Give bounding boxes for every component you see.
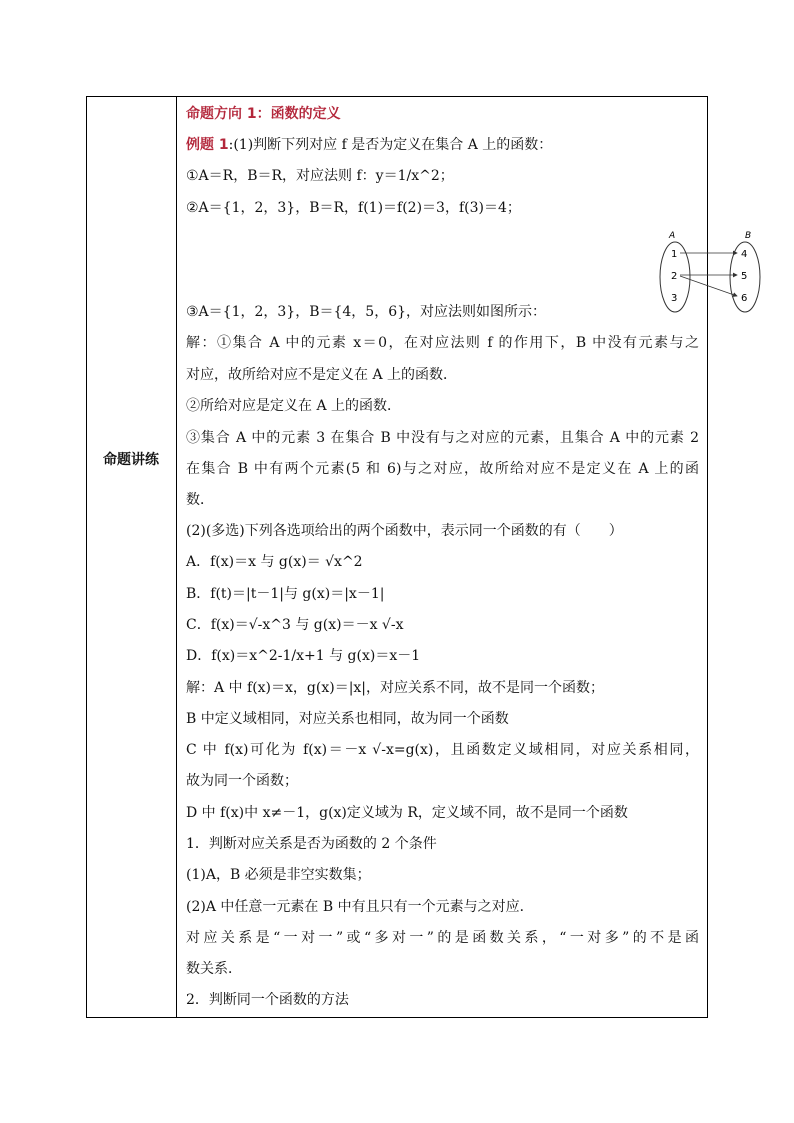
- a-element-1: 1: [671, 249, 678, 260]
- section-label: 命题讲练: [103, 452, 159, 468]
- b-element-5: 5: [741, 271, 748, 282]
- solution-2-line-3: C 中 f(x)可化为 f(x)＝－x √-x=g(x)，且函数定义域相同，对应关系相同，: [186, 742, 699, 758]
- a-element-2: 2: [671, 271, 678, 282]
- solution-2-line-2: B 中定义域相同，对应关系也相同，故为同一个函数: [186, 711, 509, 727]
- item-1: ①A＝R，B＝R，对应法则 f：y＝1/x^2；: [186, 168, 454, 184]
- example-text: :(1)判断下列对应 f 是否为定义在集合 A 上的函数：: [228, 137, 553, 153]
- summary-line-3: (2)A 中任意一元素在 B 中有且只有一个元素与之对应．: [186, 899, 534, 915]
- content-cell: [178, 97, 752, 1017]
- solution-1-line-5: 在集合 B 中有两个元素(5 和 6)与之对应，故所给对应不是定义在 A 上的函: [186, 461, 699, 477]
- solution-1-line-1: 解：①集合 A 中的元素 x＝0，在对应法则 f 的作用下，B 中没有元素与之: [186, 335, 699, 351]
- item-2: ②A＝{1，2，3}，B＝R，f(1)＝f(2)＝3，f(3)＝4；: [186, 200, 521, 216]
- b-element-4: 4: [741, 249, 748, 260]
- option-b: B．f(t)＝|t－1|与 g(x)＝|x－1|: [186, 586, 385, 602]
- solution-2-line-4: 故为同一个函数；: [186, 773, 298, 789]
- example-1-prompt: [186, 135, 699, 155]
- solution-2-line-5: D 中 f(x)中 x≠－1，g(x)定义域为 R，定义域不同，故不是同一个函数: [186, 805, 628, 821]
- section-heading: 命题方向 1：函数的定义: [186, 106, 341, 122]
- b-element-6: 6: [741, 293, 748, 304]
- example-label: 例题 1: [186, 137, 229, 153]
- solution-1-line-6: 数．: [186, 492, 214, 508]
- item-3: ③A＝{1，2，3}，B＝{4，5，6}，对应法则如图所示：: [186, 304, 547, 320]
- summary-line-2: (1)A，B 必须是非空实数集；: [186, 867, 371, 883]
- option-c: C．f(x)＝√-x^3 与 g(x)＝－x √-x: [186, 617, 404, 633]
- option-d: D．f(x)＝x^2-1/x+1 与 g(x)＝x－1: [186, 648, 421, 664]
- summary-line-1: 1．判断对应关系是否为函数的 2 个条件: [186, 836, 437, 852]
- left-column-cell: [87, 97, 177, 1017]
- summary-line-6: 2．判断同一个函数的方法: [186, 992, 349, 1008]
- option-a: A．f(x)＝x 与 g(x)＝ √x^2: [186, 554, 363, 570]
- solution-2-line-1: 解：A 中 f(x)＝x，g(x)＝|x|，对应关系不同，故不是同一个函数；: [186, 680, 605, 696]
- summary-line-5: 数关系．: [186, 961, 242, 977]
- summary-line-4: 对应关系是“一对一”或“多对一”的是函数关系，“一对多”的不是函: [186, 930, 699, 946]
- question-2-stem: (2)(多选)下列各选项给出的两个函数中，表示同一个函数的有（ ）: [186, 523, 623, 539]
- lesson-table: [86, 96, 752, 1018]
- set-b-label: B: [745, 231, 752, 241]
- a-element-3: 3: [671, 293, 678, 304]
- solution-1-line-4: ③集合 A 中的元素 3 在集合 B 中没有与之对应的元素，且集合 A 中的元素 2: [186, 430, 699, 446]
- solution-1-line-3: ②所给对应是定义在 A 上的函数．: [186, 398, 402, 414]
- set-a-label: A: [669, 231, 676, 241]
- solution-1-line-2: 对应，故所给对应不是定义在 A 上的函数．: [186, 367, 458, 383]
